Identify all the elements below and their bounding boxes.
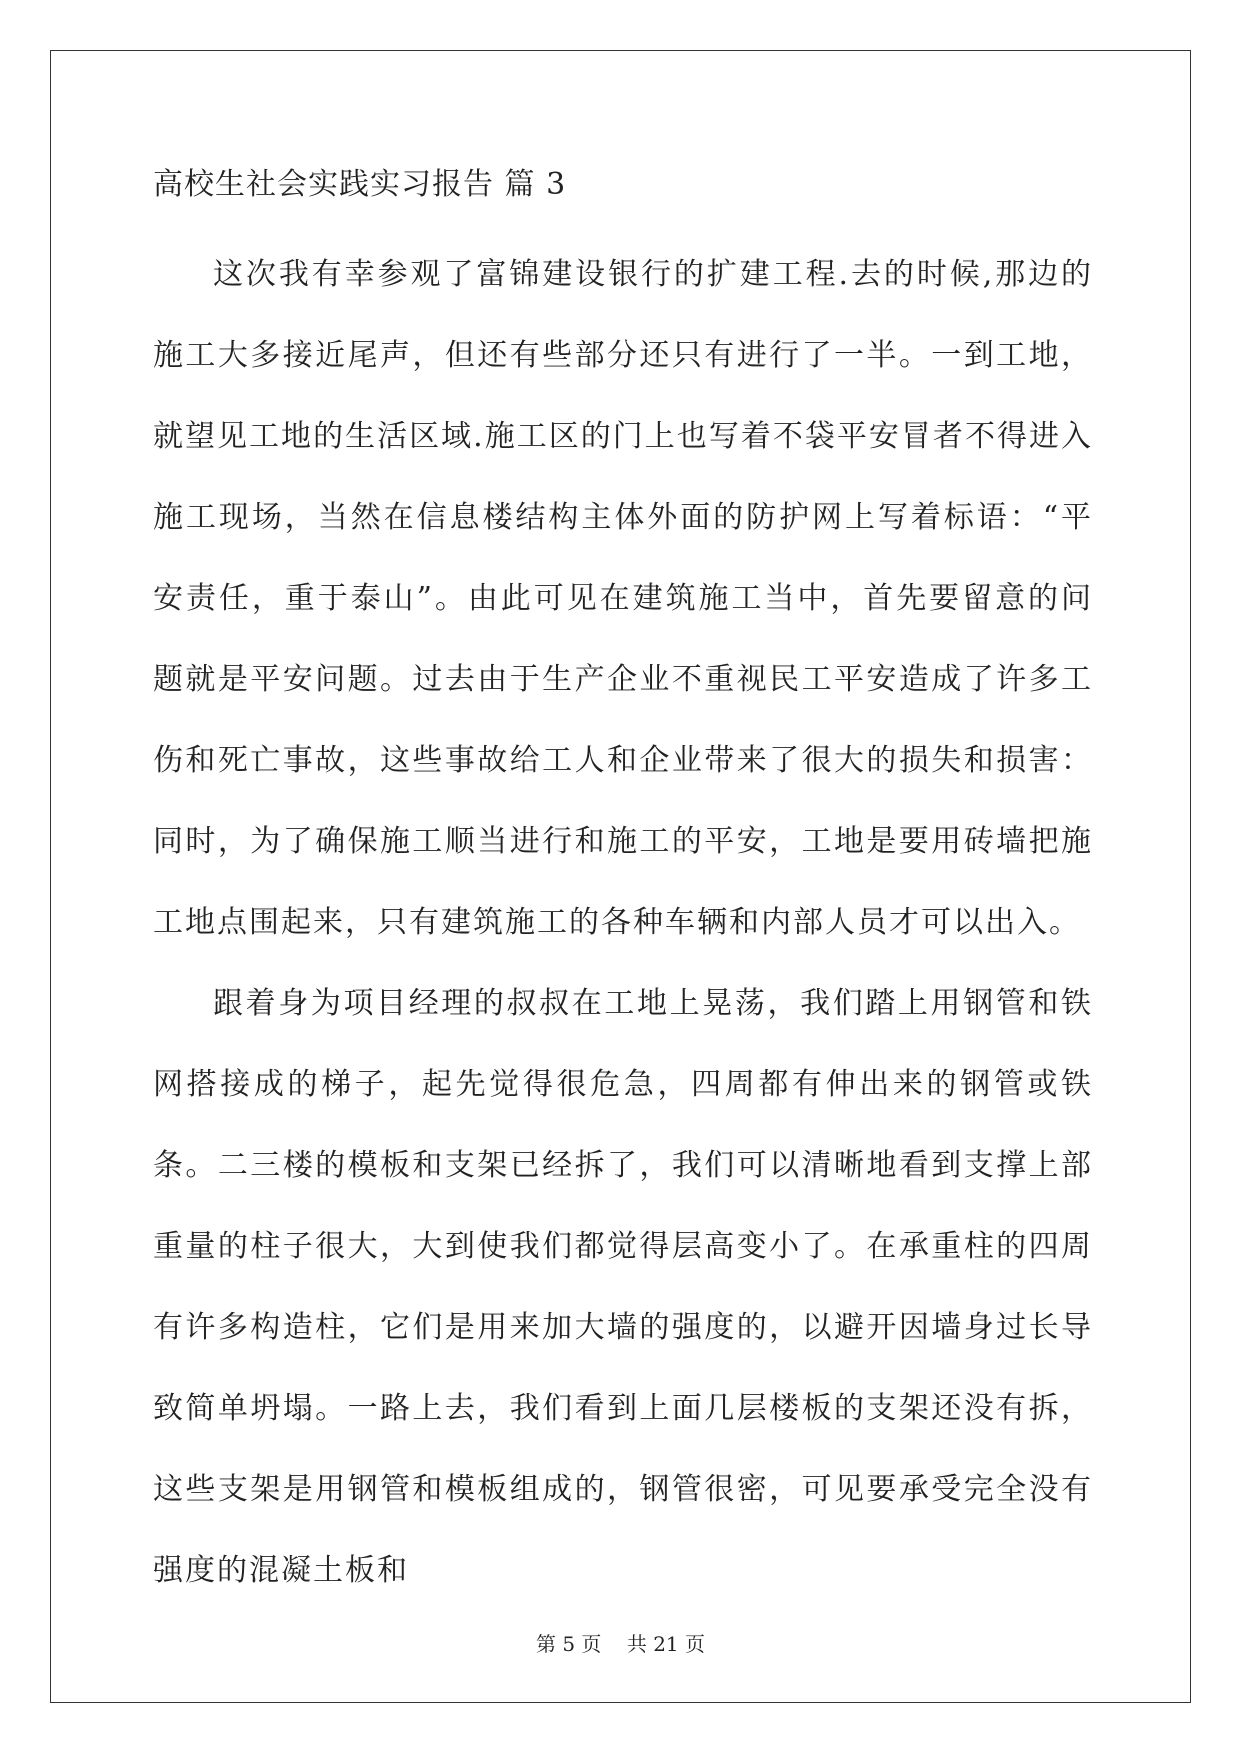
document-title: 高校生社会实践实习报告 篇 3 xyxy=(153,167,567,202)
paragraph-2: 跟着身为项目经理的叔叔在工地上晃荡，我们踏上用钢管和铁网搭接成的梯子，起先觉得很危急，四周都有伸出来的钢管或铁条。二三楼的模板和支架已经拆了，我们可以清晰地看到支撑上部重量的柱子很大，大到使我们都觉得层高变小了。在承重柱的四周有许多构造柱，它们是用来加大墙的强度的，以避开因墙身过长导致简单坍塌。一路上去，我们看到上面几层楼板的支架还没有拆，这些支架是用钢管和模板组成的，钢管很密，可见要承受完全没有强度的混凝土板和 xyxy=(153,986,1093,1588)
document-body xyxy=(153,160,1093,1611)
paragraph-1: 这次我有幸参观了富锦建设银行的扩建工程.去的时候,那边的施工大多接近尾声，但还有些部分还只有进行了一半。一到工地，就望见工地的生活区域.施工区的门上也写着不袋平安冒者不得进入施工现场，当然在信息楼结构主体外面的防护网上写着标语：“平安责任，重于泰山”。由此可见在建筑施工当中，首先要留意的问题就是平安问题。过去由于生产企业不重视民工平安造成了许多工伤和死亡事故，这些事故给工人和企业带来了很大的损失和损害：同时，为了确保施工顺当进行和施工的平安，工地是要用砖墙把施工地点围起来，只有建筑施工的各种车辆和内部人员才可以出入。 xyxy=(153,257,1093,940)
page-number-footer: 第 5 页 共 21 页 xyxy=(535,1632,706,1656)
